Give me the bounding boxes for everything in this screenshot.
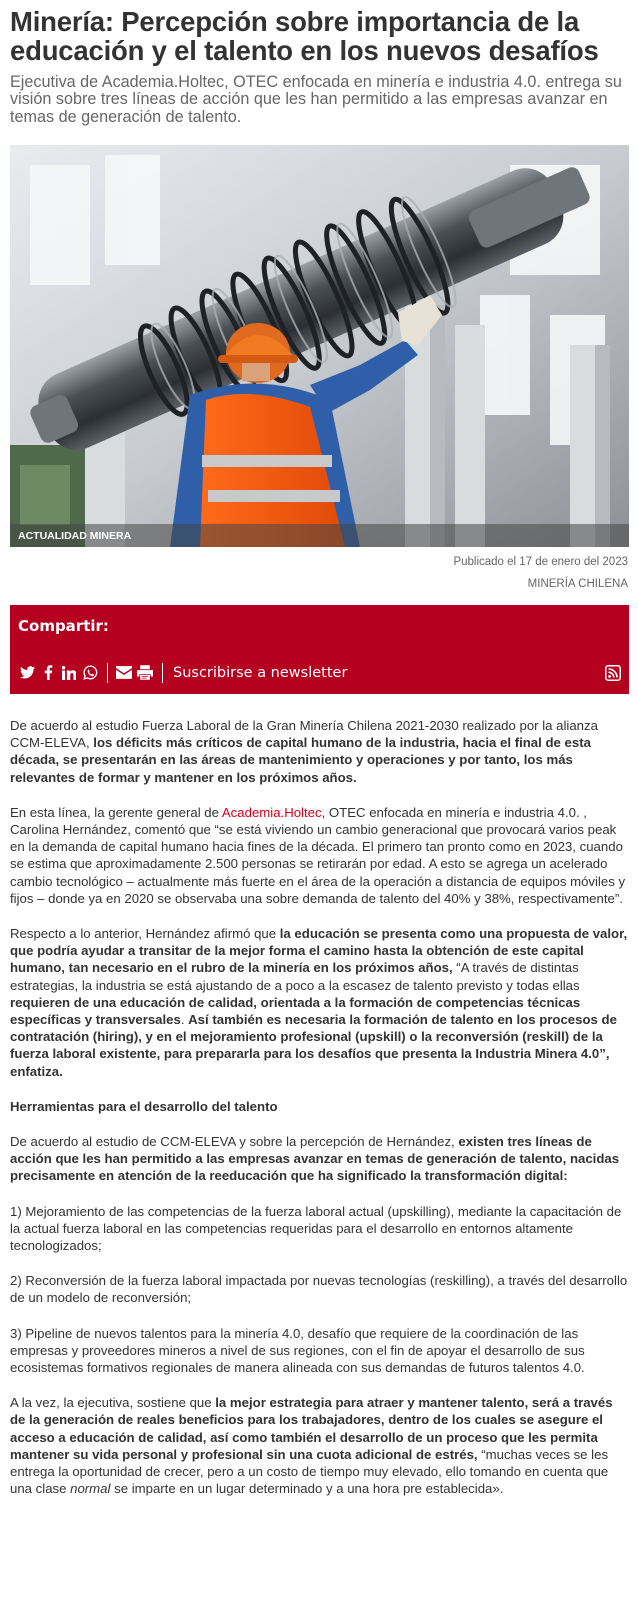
print-icon[interactable] xyxy=(135,664,155,682)
whatsapp-icon[interactable] xyxy=(80,664,100,682)
linkedin-icon[interactable] xyxy=(59,664,79,682)
share-separator xyxy=(162,663,163,683)
list-item-3: 3) Pipeline de nuevos talentos para la minería 4.0, desafío que requiere de la coordinación de las empresas y proveedores mineros a nivel de sus regiones, con el fin de apoyar el desarrollo de sus ecosistemas formativos regionales de manera alineada con sus demandas de futuros talentos 4.0. xyxy=(10,1325,585,1375)
rss-icon[interactable] xyxy=(605,665,621,681)
twitter-icon[interactable] xyxy=(17,664,37,682)
image-caption: ACTUALIDAD MINERA xyxy=(18,529,132,542)
article-title: Minería: Percepción sobre importancia de la educación y el talento en los nuevos desafíos xyxy=(10,6,599,66)
paragraph-5: A la vez, la ejecutiva, sostiene que la mejor estrategia para atraer y mantener talento, será a través de la generación de reales beneficios para los trabajadores, dentro de los cuales se asegure el acceso a educación de calidad, así como también el desarrollo de un proceso que les permita mantener su vida personal y profesional sin una cuota adicional de estrés, “muchas veces se les entrega la oportunidad de crecer, pero a un costo de tiempo muy elevado, ello tomando en cuenta que una clase normal se imparte en un lugar determinado y a una hora pre establecida». xyxy=(10,1395,613,1497)
article-subtitle: Ejecutiva de Academia.Holtec, OTEC enfocada en minería e industria 4.0. entrega su visión sobre tres líneas de acción que les han permitido a las empresas avanzar en temas de generación de talento. xyxy=(10,73,622,126)
hero-image xyxy=(10,145,629,547)
paragraph-3: Respecto a lo anterior, Hernández afirmó que la educación se presenta como una propuesta de valor, que podría ayudar a transitar de la mejor forma el camino hasta la obtención de este capital humano, tan necesario en el rubro de la minería en los próximos años, “A través de distintas estrategias, la industria se está ajustando de a poco a la escasez de talento previsto y todas ellas requieren de una educación de calidad, orientada a la formación de competencias técnicas específicas y transversales. Así también es necesaria la formación de talento en los procesos de contratación (hiring), y en el mejoramiento profesional (upskill) o la reconversión (reskill) de la fuerza laboral existente, para prepararla para los desafíos que presenta la Industria Minera 4.0”, enfatiza. xyxy=(10,925,628,1079)
paragraph-1: De acuerdo al estudio Fuerza Laboral de la Gran Minería Chilena 2021-2030 realizado por la alianza CCM-ELEVA, los déficits más críticos de capital humano de la industria, hacia el final de esta década, se presentarán en las áreas de mantenimiento y operaciones y por tanto, los más relevantes de formar y mantener en los próximos años. xyxy=(10,717,598,785)
hero-photo xyxy=(10,145,629,547)
facebook-icon[interactable] xyxy=(38,664,58,682)
email-icon[interactable] xyxy=(114,664,134,682)
image-caption-bar xyxy=(10,524,629,547)
share-icons xyxy=(17,663,347,683)
section-label[interactable]: MINERÍA CHILENA xyxy=(527,577,628,590)
list-item-1: 1) Mejoramiento de las competencias de la fuerza laboral actual (upskilling), mediante la capacitación de la actual fuerza laboral en las competencias requeridas para el desarrollo en entornos altamente tecnologizados; xyxy=(10,1203,622,1253)
paragraph-4: De acuerdo al estudio de CCM-ELEVA y sobre la percepción de Hernández, existen tres líneas de acción que les han permitido a las empresas avanzar en temas de generación de talento, nacidas precisamente en atención de la reeducación que ha significado la transformación digital: xyxy=(10,1133,620,1184)
newsletter-link[interactable]: Suscribirse a newsletter xyxy=(173,664,348,681)
list-item-2: 2) Reconversión de la fuerza laboral impactada por nuevas tecnologías (reskilling), a través del desarrollo de un modelo de reconversión; xyxy=(10,1273,628,1306)
share-label: Compartir: xyxy=(18,616,109,635)
share-bar xyxy=(10,605,629,694)
share-separator xyxy=(107,663,108,683)
publish-date: Publicado el 17 de enero del 2023 xyxy=(453,555,628,568)
section-heading-tools: Herramientas para el desarrollo del talento xyxy=(10,1098,278,1114)
paragraph-2: En esta línea, la gerente general de Academia.Holtec, OTEC enfocada en minería e industria 4.0. , Carolina Hernández, comentó que “se está viviendo un cambio generacional que provocará varios peak en la demanda de capital humano hacia fines de la década. El primero tan pronto como en 2023, cuando se estima que aproximadamente 2.500 personas se retirarán por edad. A esto se agrega un acelerado cambio tecnológico – actualmente más fuerte en el área de la operación a distancia de equipos móviles y fijos – donde ya en 2020 se observaba una sobre demanda de talento del 40% y 38%, respectivamente”. xyxy=(10,804,626,906)
academia-holtec-link[interactable]: Academia.Holtec xyxy=(221,804,322,820)
article-body xyxy=(10,717,628,1498)
